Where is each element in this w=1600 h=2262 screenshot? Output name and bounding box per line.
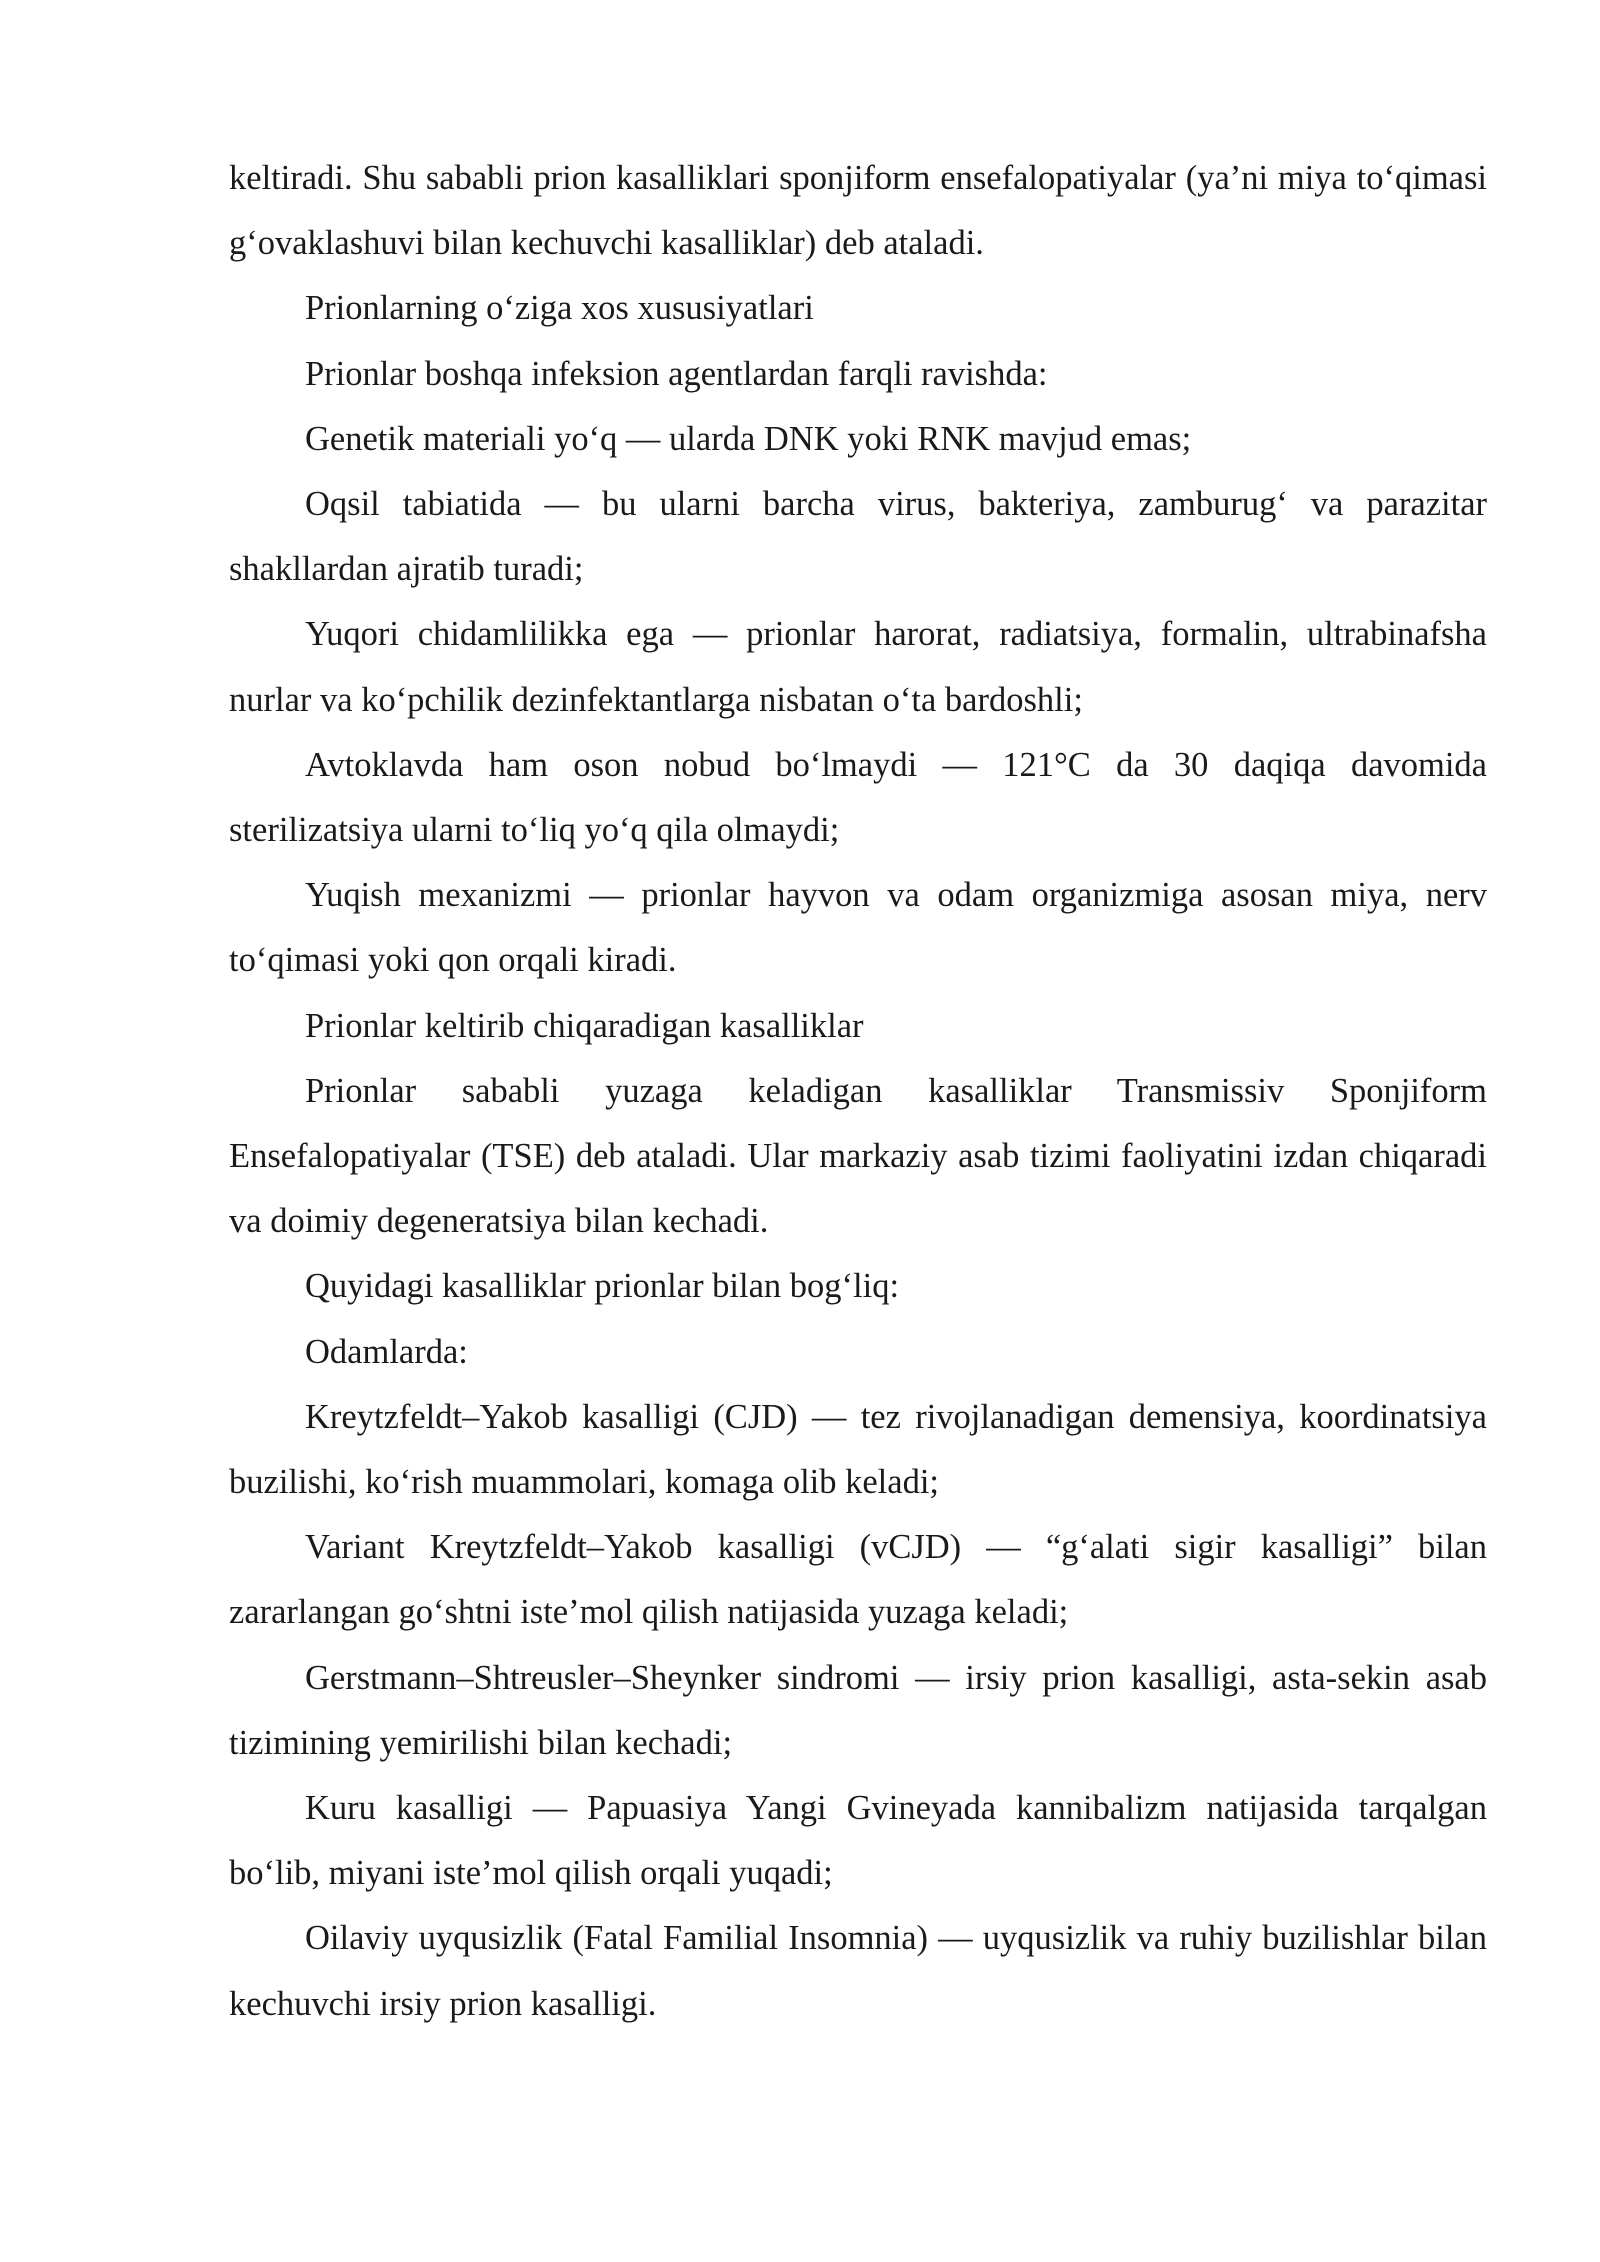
list-item: Variant Kreytzfeldt–Yakob kasalligi (vCJD) — “g‘alati sigir kasalligi” bilan zararlangan go‘shtni iste’mol qilish natijasida yuzaga keladi; [229, 1528, 1487, 1632]
paragraph: Prionlar boshqa infeksion agentlardan farqli ravishda: [305, 354, 1048, 393]
document-body [229, 146, 1487, 2037]
list-item: Yuqori chidamlilikka ega — prionlar harorat, radiatsiya, formalin, ultrabinafsha nurlar va ko‘pchilik dezinfektantlarga nisbatan o‘ta bardoshli; [229, 615, 1487, 719]
list-item: Kuru kasalligi — Papuasiya Yangi Gvineyada kannibalizm natijasida tarqalgan bo‘lib, miyani iste’mol qilish orqali yuqadi; [229, 1789, 1487, 1893]
section-heading-prion-diseases: Prionlar keltirib chiqaradigan kasalliklar [305, 1006, 864, 1045]
paragraph-continuation: keltiradi. Shu sababli prion kasalliklari sponjiform ensefalopatiyalar (ya’ni miya to‘qimasi g‘ovaklashuvi bilan kechuvchi kasalliklar) deb ataladi. [229, 159, 1487, 263]
section-heading-prion-properties: Prionlarning o‘ziga xos xususiyatlari [305, 289, 814, 328]
list-item: Gerstmann–Shtreusler–Sheynker sindromi — irsiy prion kasalligi, asta-sekin asab tizimining yemirilishi bilan kechadi; [229, 1658, 1487, 1762]
list-item: Oqsil tabiatida — bu ularni barcha virus, bakteriya, zamburug‘ va parazitar shakllardan ajratib turadi; [229, 485, 1487, 589]
paragraph: Prionlar sababli yuzaga keladigan kasalliklar Transmissiv Sponjiform Ensefalopatiyalar (TSE) deb ataladi. Ular markaziy asab tizimi faoliyatini izdan chiqaradi va doimiy degeneratsiya bilan kechadi. [229, 1071, 1487, 1241]
list-item: Kreytzfeldt–Yakob kasalligi (CJD) — tez rivojlanadigan demensiya, koordinatsiya buzilishi, ko‘rish muammolari, komaga olib keladi; [229, 1397, 1487, 1502]
list-item: Yuqish mexanizmi — prionlar hayvon va odam organizmiga asosan miya, nerv to‘qimasi yoki qon orqali kiradi. [229, 876, 1487, 980]
list-item: Oilaviy uyqusizlik (Fatal Familial Insomnia) — uyqusizlik va ruhiy buzilishlar bilan kechuvchi irsiy prion kasalligi. [229, 1919, 1487, 2023]
paragraph: Quyidagi kasalliklar prionlar bilan bog‘liq: [305, 1267, 900, 1306]
list-item: Genetik materiali yo‘q — ularda DNK yoki RNK mavjud emas; [305, 419, 1192, 458]
list-item: Avtoklavda ham oson nobud bo‘lmaydi — 121°C da 30 daqiqa davomida sterilizatsiya ularni to‘liq yo‘q qila olmaydi; [229, 745, 1487, 850]
subheading-humans: Odamlarda: [305, 1332, 468, 1371]
